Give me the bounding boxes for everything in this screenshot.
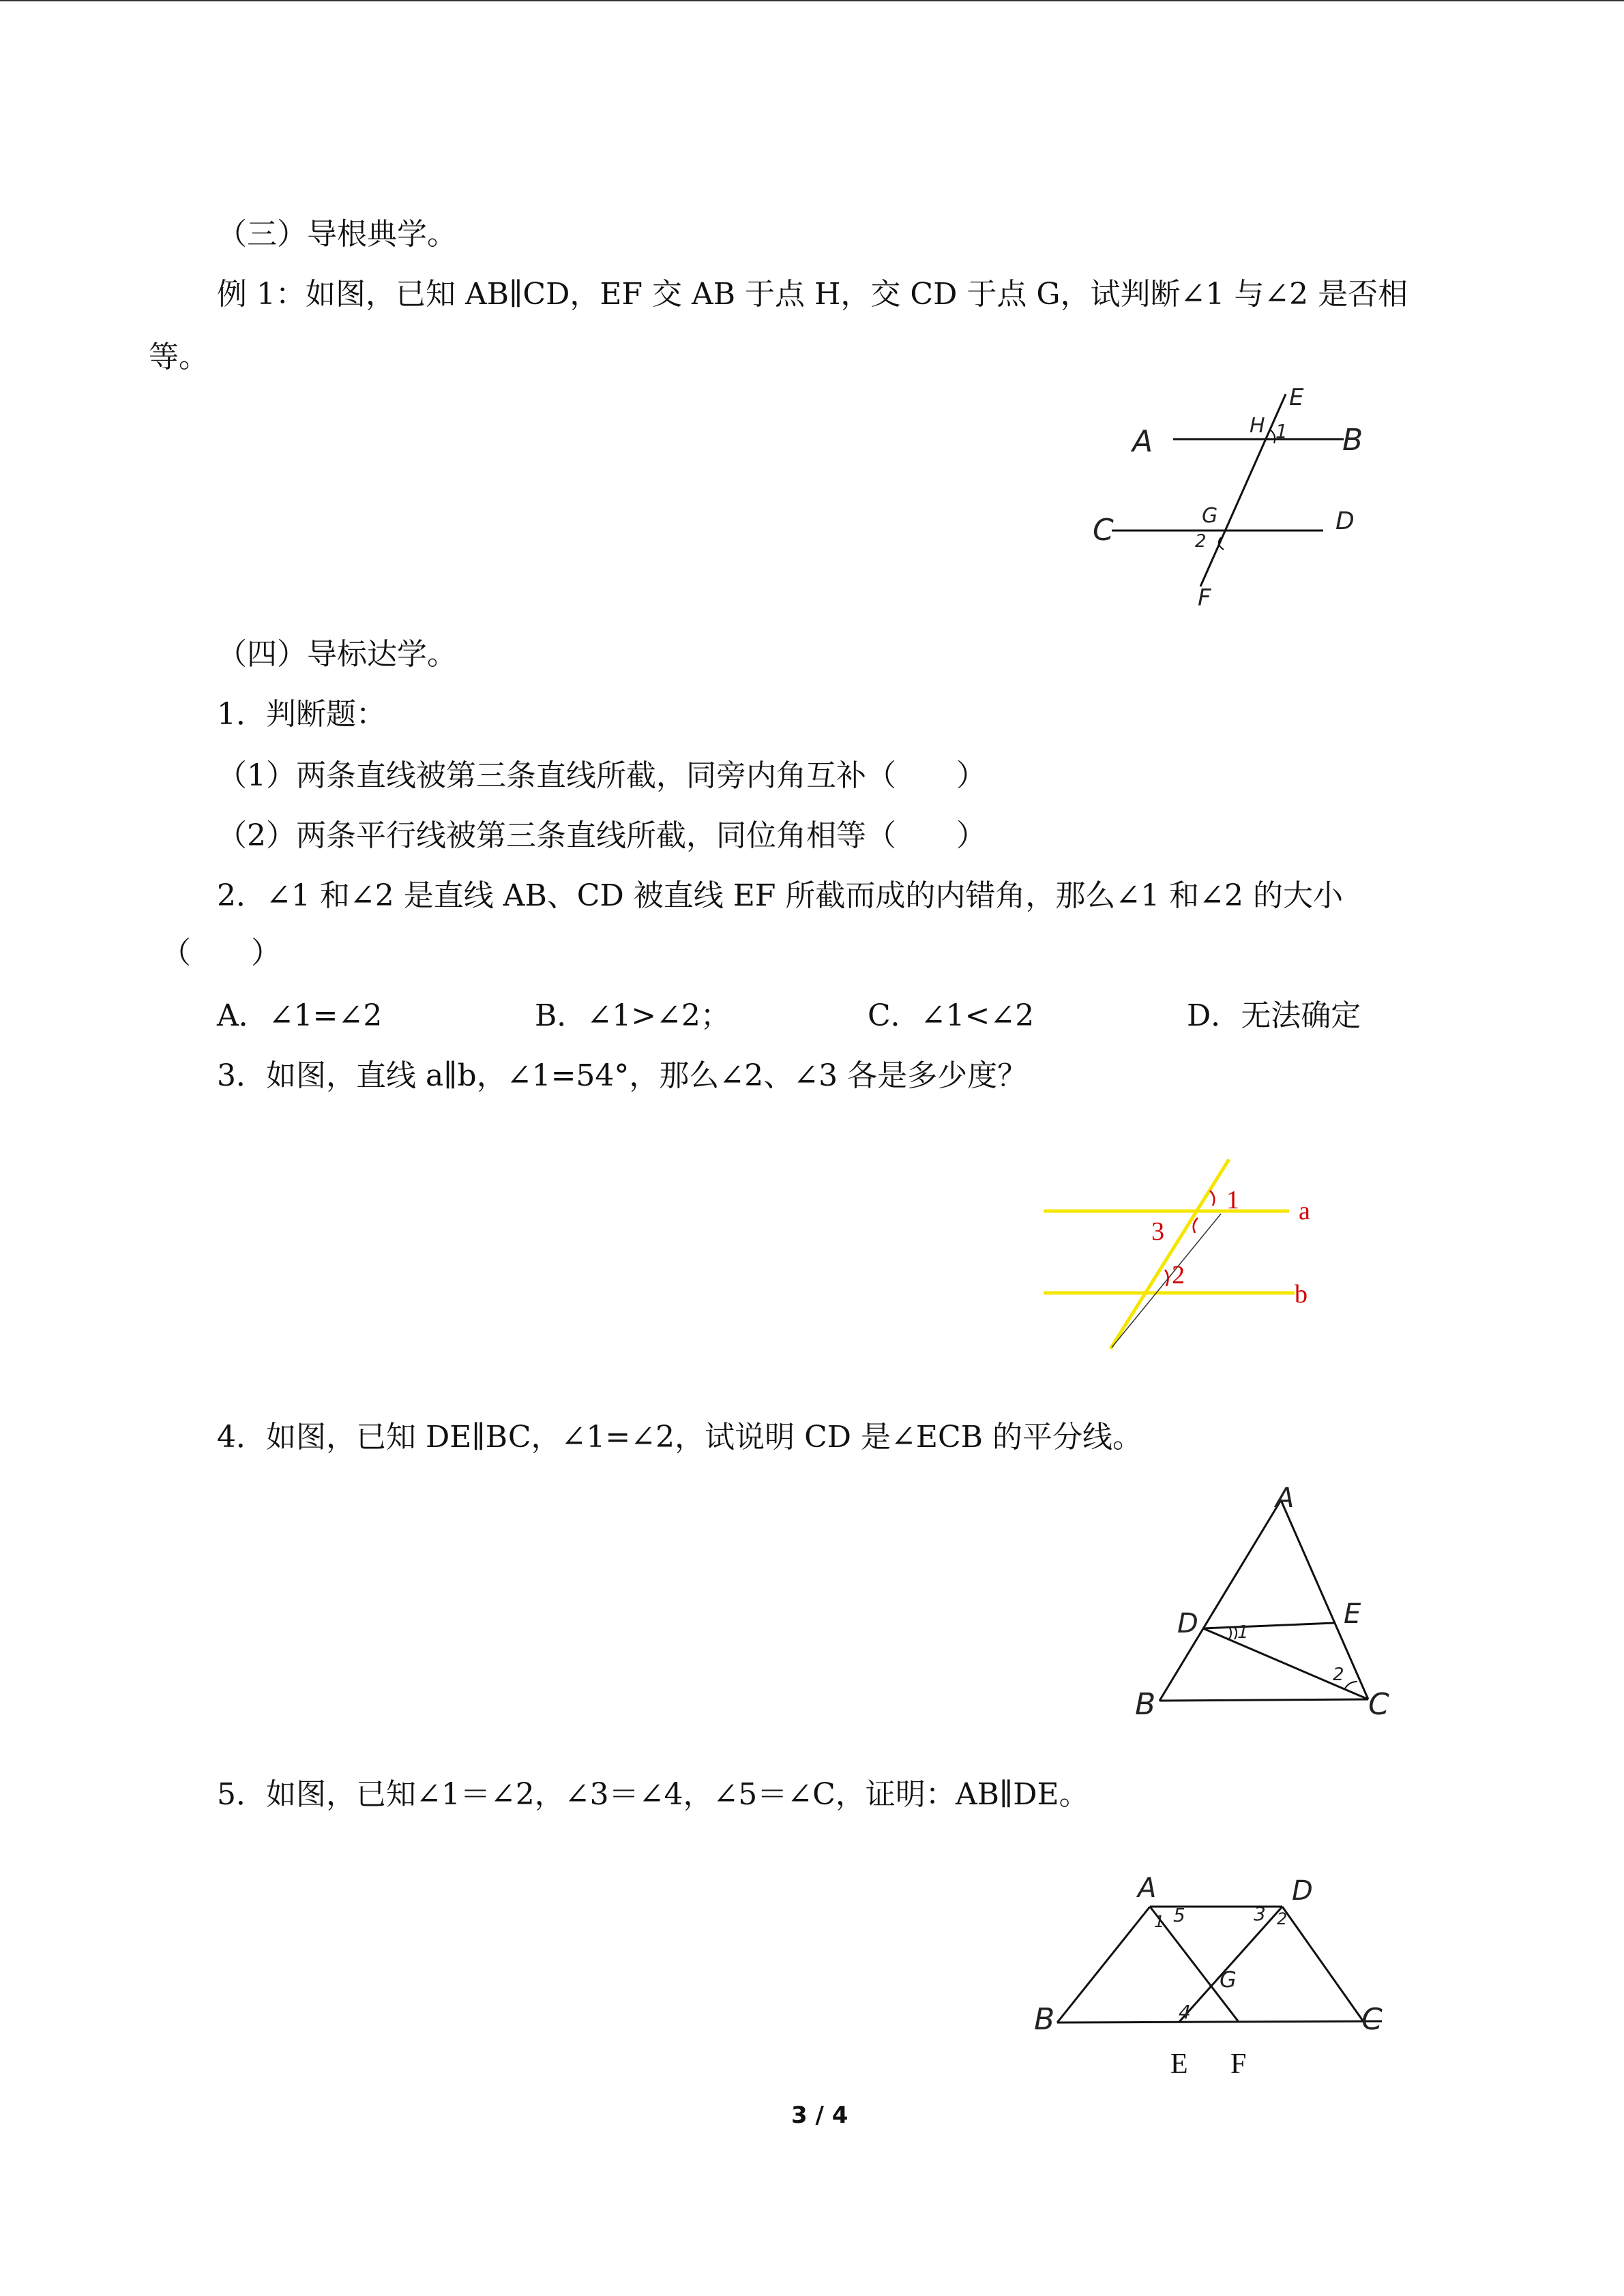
q2-option-b: B．∠1>∠2；: [535, 998, 730, 1033]
label-B: B: [1135, 1687, 1156, 1722]
angle-2-label: 2: [1333, 1665, 1344, 1685]
angle-1-label: 1: [1226, 1186, 1239, 1214]
label-G: G: [1220, 1967, 1237, 1993]
top-border: [0, 0, 1624, 1]
angle-3-label: 3: [1254, 1903, 1266, 1925]
label-C: C: [1093, 513, 1114, 548]
label-b: b: [1295, 1280, 1308, 1309]
q2-option-a: A．∠1=∠2: [217, 998, 383, 1033]
q2-text: 2．∠1 和∠2 是直线 AB、CD 被直线 EF 所截而成的内错角，那么∠1 和∠2 的大小: [217, 878, 1344, 913]
section4-heading: （四）导标达学。: [217, 637, 457, 672]
figure-parallel-lines-ab: [1037, 1152, 1323, 1357]
label-D: D: [1292, 1875, 1313, 1907]
q2-option-d: D．无法确定: [1187, 998, 1361, 1033]
angle-1-label: 1: [1275, 420, 1288, 443]
label-H: H: [1250, 414, 1265, 438]
label-a: a: [1299, 1197, 1310, 1225]
angle-4-label: 4: [1179, 2001, 1191, 2023]
angle-5-label: 5: [1173, 1904, 1185, 1926]
angle-2-label: 2: [1195, 531, 1207, 552]
angle-3-label: 3: [1151, 1217, 1164, 1246]
label-D: D: [1335, 507, 1355, 535]
label-B: B: [1342, 423, 1363, 458]
page-number: 3 / 4: [791, 2102, 848, 2129]
q2-option-c: C．∠1<∠2: [868, 998, 1035, 1033]
figure-triangle-bisector: [1132, 1482, 1405, 1732]
label-A: A: [1132, 424, 1153, 459]
figure-parallel-lines-transversal: [1091, 384, 1378, 612]
label-D: D: [1177, 1608, 1198, 1639]
label-E-below: E: [1170, 2048, 1188, 2080]
label-C: C: [1361, 2002, 1383, 2037]
label-F: F: [1198, 584, 1211, 612]
angle-1-label: 1: [1154, 1912, 1165, 1931]
q1-title: 1．判断题：: [217, 697, 386, 732]
q3-text: 3．如图，直线 a∥b，∠1=54°，那么∠2、∠3 各是多少度？: [217, 1058, 1028, 1093]
label-A: A: [1138, 1873, 1157, 1904]
label-A: A: [1275, 1482, 1295, 1514]
example1-text-cont: 等。: [149, 340, 209, 374]
label-F-below: F: [1230, 2048, 1247, 2080]
label-B: B: [1034, 2002, 1055, 2037]
label-G: G: [1202, 504, 1218, 528]
label-E: E: [1344, 1598, 1361, 1630]
example1-text: 例 1：如图，已知 AB∥CD，EF 交 AB 于点 H，交 CD 于点 G，试判断∠1 与∠2 是否相: [217, 277, 1408, 312]
q1-item1: （1）两条直线被第三条直线所截，同旁内角互补（ ）: [217, 758, 986, 793]
q2-answer-blank: （ ）: [161, 936, 281, 970]
q1-item2: （2）两条平行线被第三条直线所截，同位角相等（ ）: [217, 818, 986, 853]
label-E: E: [1289, 384, 1304, 411]
section3-heading: （三）导根典学。: [217, 217, 457, 252]
q4-text: 4．如图，已知 DE∥BC，∠1=∠2，试说明 CD 是∠ECB 的平分线。: [217, 1420, 1142, 1455]
angle-1-label: 1: [1237, 1622, 1249, 1643]
q5-text: 5．如图，已知∠1＝∠2，∠3＝∠4，∠5＝∠C，证明：AB∥DE。: [217, 1777, 1089, 1812]
angle-2-label: 2: [1277, 1909, 1288, 1928]
figure-trapezoid: [1023, 1868, 1405, 2087]
angle-2-label: 2: [1172, 1261, 1185, 1289]
label-C: C: [1368, 1687, 1389, 1722]
transversal: [1110, 1159, 1229, 1349]
